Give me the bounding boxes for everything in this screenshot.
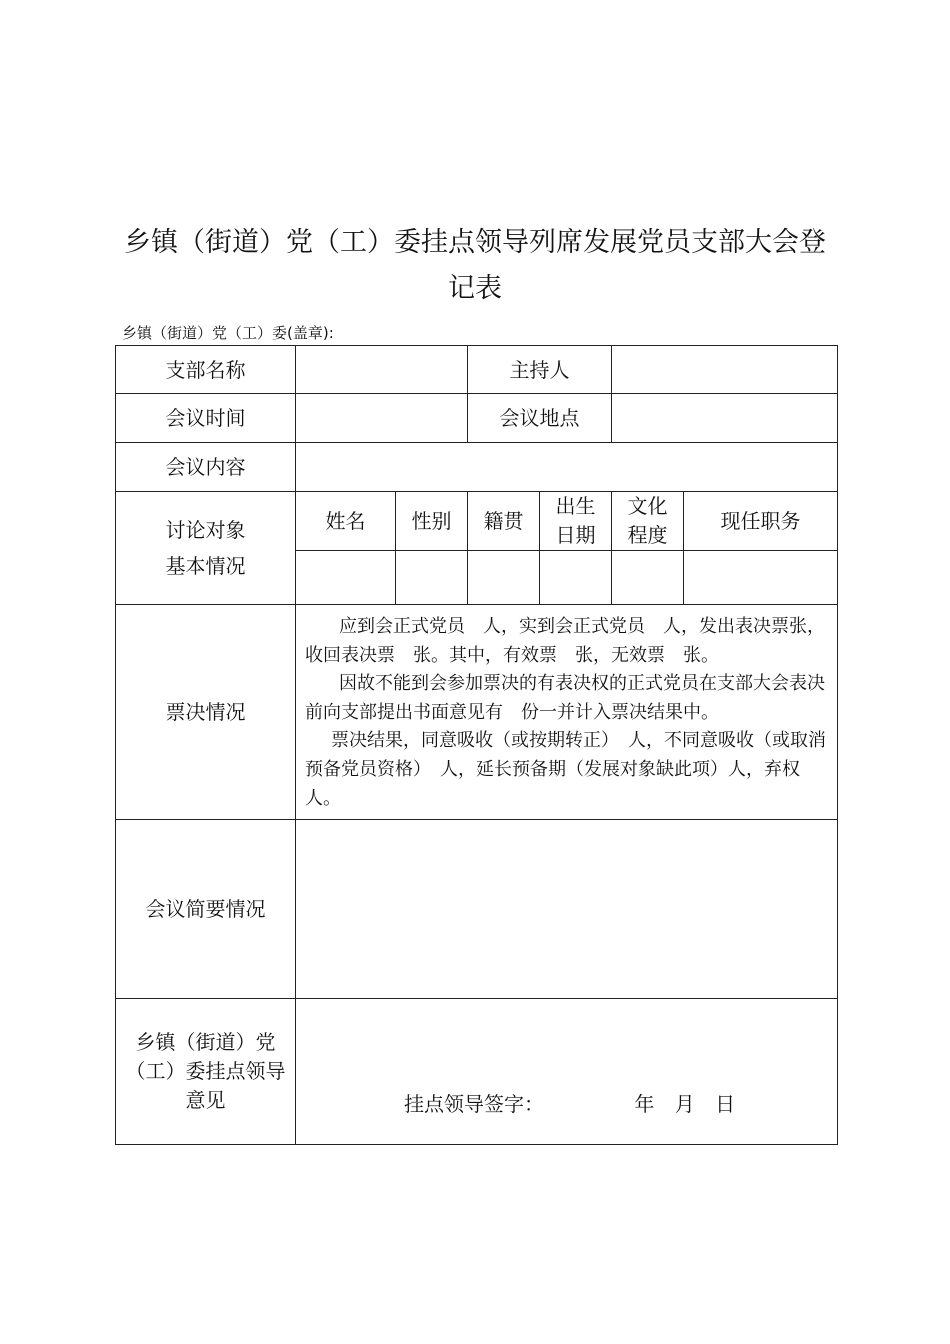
registration-form-table [115, 345, 838, 1145]
subject-education-field[interactable] [612, 551, 684, 605]
row-branch [116, 346, 838, 394]
row-time [116, 394, 838, 443]
signature-month: 月 [674, 1092, 695, 1117]
vote-details [296, 605, 838, 820]
leader-opinion-field[interactable] [296, 999, 838, 1145]
subject-label-line-2: 基本情况 [165, 554, 246, 578]
subject-label [116, 492, 296, 605]
document-title [100, 220, 850, 312]
subject-position-field[interactable] [684, 551, 838, 605]
col-birth-date-header [540, 492, 612, 551]
title-line-2: 记表 [448, 273, 502, 304]
branch-name-field[interactable] [296, 346, 468, 394]
summary-field[interactable] [296, 820, 838, 999]
meeting-content-label: 会议内容 [116, 443, 296, 492]
subject-label-line-1: 讨论对象 [165, 518, 246, 542]
row-subject-header [116, 492, 838, 551]
subject-native-place-field[interactable] [468, 551, 540, 605]
subject-birth-date-field[interactable] [540, 551, 612, 605]
branch-name-label: 支部名称 [116, 346, 296, 394]
subject-gender-field[interactable] [396, 551, 468, 605]
row-summary [116, 820, 838, 999]
vote-paragraph-1: 应到会正式党员 人，实到会正式党员 人，发出表决票张，收回表决票 张。其中，有效票 张，无效票 张。 [305, 616, 825, 666]
col-name-header: 姓名 [296, 492, 396, 551]
birth-header-line-2: 日期 [555, 523, 596, 547]
signature-day: 日 [715, 1092, 736, 1117]
subject-name-field[interactable] [296, 551, 396, 605]
edu-header-line-2: 程度 [627, 523, 668, 547]
row-leader-opinion [116, 999, 838, 1145]
summary-label: 会议简要情况 [116, 820, 296, 999]
leader-opinion-label: 乡镇（街道）党（工）委挂点领导意见 [116, 999, 296, 1145]
meeting-place-field[interactable] [612, 394, 838, 443]
vote-paragraph-2: 因故不能到会参加票决的有表决权的正式党员在支部大会表决前向支部提出书面意见有 份一并计入票决结果中。 [305, 673, 825, 723]
col-gender-header: 性别 [396, 492, 468, 551]
birth-header-line-1: 出生 [555, 494, 596, 518]
row-content [116, 443, 838, 492]
vote-paragraph-3: 票决结果，同意吸收（或按期转正） 人，不同意吸收（或取消预备党员资格） 人，延长预备期（发展对象缺此项）人，弃权 人。 [305, 730, 826, 809]
signature-label: 挂点领导签字： [404, 1092, 544, 1117]
col-position-header: 现任职务 [684, 492, 838, 551]
signature-year: 年 [634, 1092, 655, 1117]
vote-label: 票决情况 [116, 605, 296, 820]
col-native-place-header: 籍贯 [468, 492, 540, 551]
meeting-time-field[interactable] [296, 394, 468, 443]
meeting-time-label: 会议时间 [116, 394, 296, 443]
host-field[interactable] [612, 346, 838, 394]
col-education-header [612, 492, 684, 551]
title-line-1: 乡镇（街道）党（工）委挂点领导列席发展党员支部大会登 [124, 227, 826, 258]
host-label: 主持人 [468, 346, 612, 394]
seal-line: 乡镇（街道）党（工）委(盖章): [122, 324, 334, 342]
row-vote [116, 605, 838, 820]
edu-header-line-1: 文化 [627, 494, 668, 518]
meeting-place-label: 会议地点 [468, 394, 612, 443]
meeting-content-field[interactable] [296, 443, 838, 492]
